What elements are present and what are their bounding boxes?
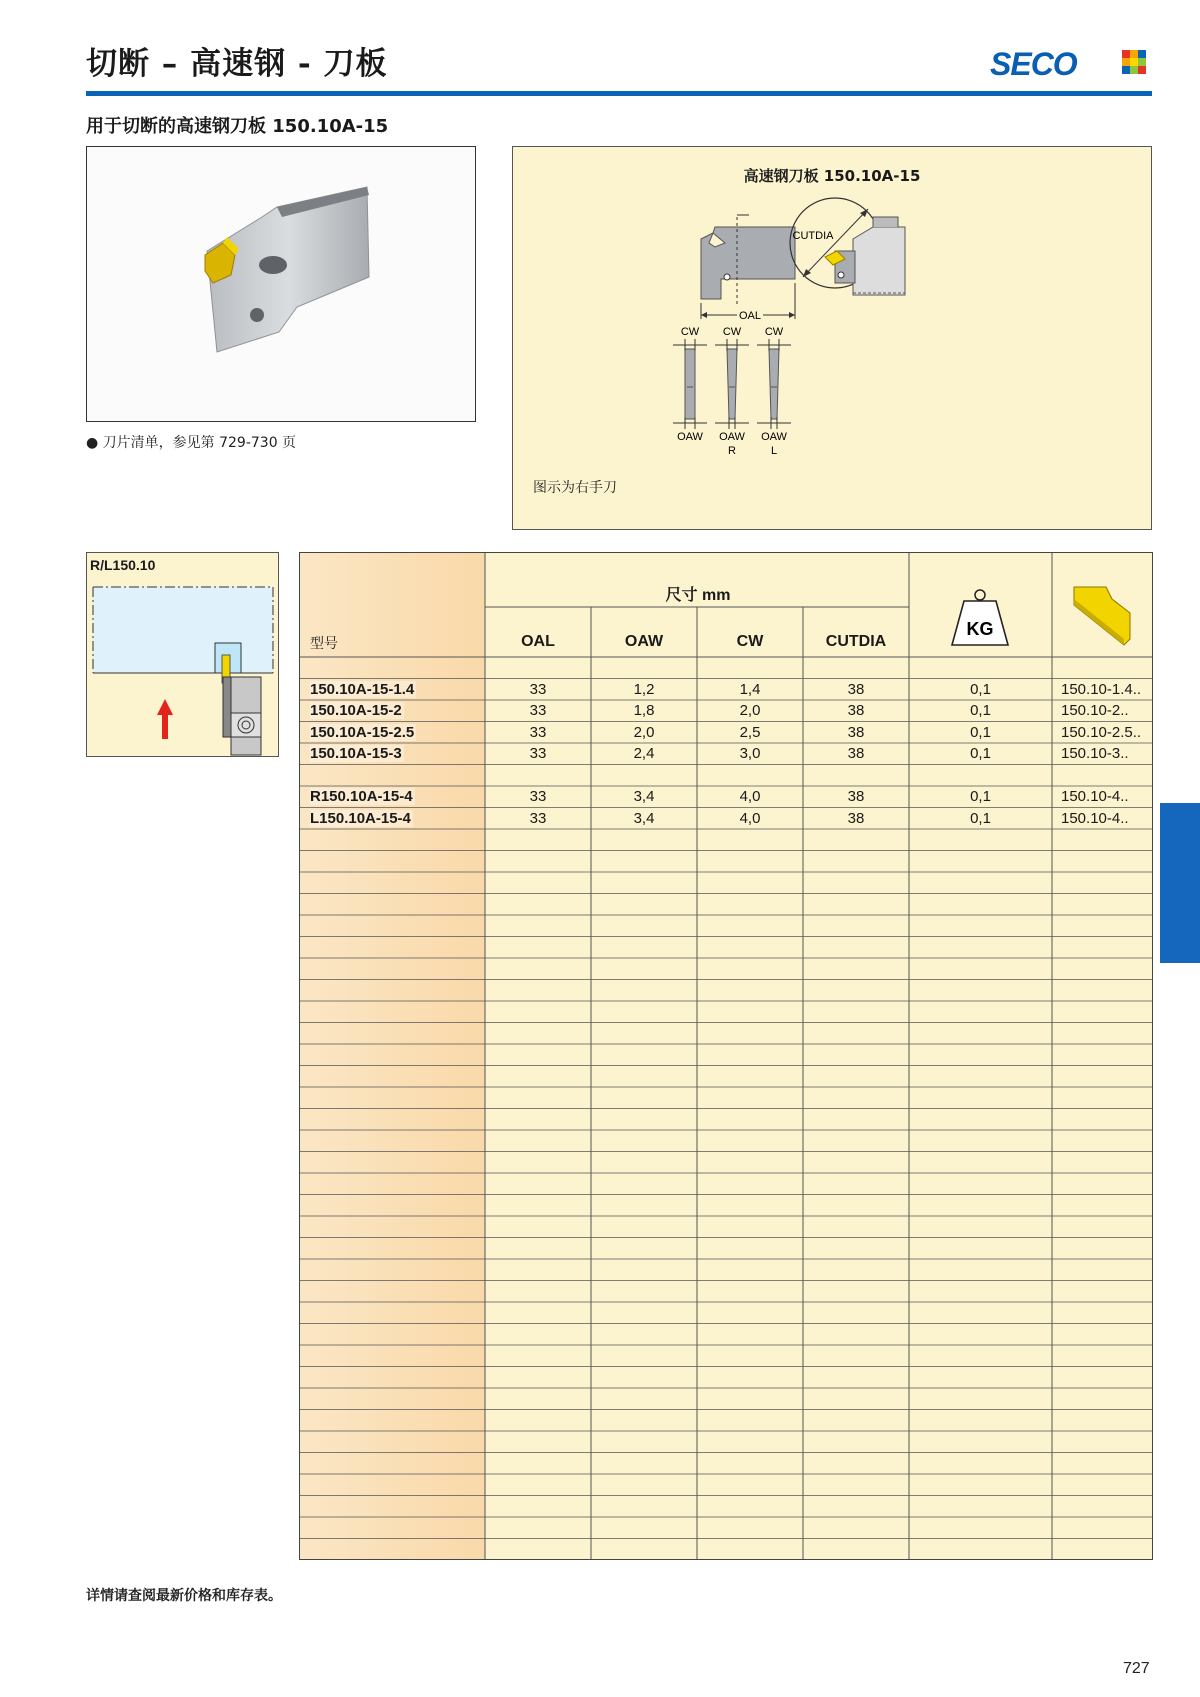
model-cell: R150.10A-15-4 <box>310 788 413 805</box>
cw-column-header: CW <box>736 633 764 650</box>
cw-label-2: CW <box>722 326 742 338</box>
insert-cell: 150.10-4.. <box>1061 788 1129 805</box>
oal-cell: 33 <box>529 680 547 698</box>
product-table <box>299 552 1153 1560</box>
oal-cell: 33 <box>529 809 547 827</box>
section-views <box>673 326 791 457</box>
oaw-cell: 1,2 <box>633 680 655 698</box>
cw-cell: 4,0 <box>739 788 761 805</box>
weight-cell: 0,1 <box>970 788 991 805</box>
cw-label-1: CW <box>680 326 700 338</box>
cw-cell: 1,4 <box>739 680 761 698</box>
oaw-cell: 3,4 <box>633 788 655 805</box>
page-title: 切断 – 高速钢 - 刀板 <box>86 46 388 82</box>
cutdia-column-header: CUTDIA <box>825 633 887 650</box>
header-rule <box>86 91 1152 96</box>
weight-cell: 0,1 <box>970 745 991 762</box>
footer-note: 详情请查阅最新价格和库存表。 <box>86 1588 282 1604</box>
cutdia-cell: 38 <box>847 723 865 741</box>
model-cell: 150.10A-15-3 <box>310 745 402 762</box>
insert-cell: 150.10-2.5.. <box>1061 723 1142 741</box>
oal-cell: 33 <box>529 745 547 762</box>
dimension-drawing <box>513 147 1153 531</box>
section-side-tab <box>1160 803 1200 963</box>
diagram-title: 高速钢刀板 150.10A-15 <box>743 167 921 185</box>
page-number: 727 <box>1123 1660 1150 1677</box>
insert-cell: 150.10-3.. <box>1061 745 1129 762</box>
holder-label: R/L150.10 <box>90 557 156 573</box>
model-column-header: 型号 <box>310 636 338 652</box>
product-photo <box>86 146 476 422</box>
oaw-cell: 2,4 <box>633 745 655 762</box>
oal-cell: 33 <box>529 788 547 805</box>
left-hand-label: L <box>770 445 778 457</box>
weight-cell: 0,1 <box>970 809 991 827</box>
oaw-label-3: OAW <box>761 431 787 443</box>
model-cell: 150.10A-15-1.4 <box>310 680 415 698</box>
oal-column-header: OAL <box>521 633 555 650</box>
holder-drawing <box>87 553 280 758</box>
holder-schematic <box>86 552 279 757</box>
cutdia-cell: 38 <box>847 680 865 698</box>
cw-cell: 2,5 <box>739 723 761 741</box>
right-hand-label: R <box>728 445 736 457</box>
weight-cell: 0,1 <box>970 723 991 741</box>
dimension-diagram <box>512 146 1152 530</box>
cutdia-cell: 38 <box>847 745 865 762</box>
cw-cell: 3,0 <box>739 745 761 762</box>
insert-icon <box>1068 583 1138 647</box>
logo-squares-icon <box>1122 50 1146 74</box>
oal-label: OAL <box>738 310 762 322</box>
insert-cell: 150.10-4.. <box>1061 809 1129 827</box>
oal-cell: 33 <box>529 723 547 741</box>
seco-logo: SECO <box>990 46 1077 82</box>
oaw-label-1: OAW <box>677 431 703 443</box>
dimension-group-header: 尺寸 mm <box>665 587 731 604</box>
oaw-label-2: OAW <box>719 431 745 443</box>
oal-cell: 33 <box>529 702 547 719</box>
cutdia-cell: 38 <box>847 788 865 805</box>
insert-list-note: ● 刀片清单，参见第 729-730 页 <box>86 435 297 451</box>
weight-icon-label: KG <box>966 619 994 639</box>
cutdia-label: CUTDIA <box>792 230 834 242</box>
cw-label-3: CW <box>764 326 784 338</box>
oaw-column-header: OAW <box>624 633 664 650</box>
oaw-cell: 1,8 <box>633 702 655 719</box>
oaw-cell: 3,4 <box>633 809 655 827</box>
insert-cell: 150.10-2.. <box>1061 702 1129 719</box>
insert-cell: 150.10-1.4.. <box>1061 680 1142 698</box>
weight-icon <box>940 587 1020 651</box>
model-cell: L150.10A-15-4 <box>310 809 411 827</box>
cutdia-cell: 38 <box>847 702 865 719</box>
weight-cell: 0,1 <box>970 702 991 719</box>
weight-cell: 0,1 <box>970 680 991 698</box>
cutdia-cell: 38 <box>847 809 865 827</box>
model-cell: 150.10A-15-2.5 <box>310 723 415 741</box>
subtitle: 用于切断的高速钢刀板 150.10A-15 <box>86 116 389 137</box>
blade-illustration <box>87 147 475 421</box>
diagram-caption: 图示为右手刀 <box>533 480 617 496</box>
oaw-cell: 2,0 <box>633 723 655 741</box>
cw-cell: 2,0 <box>739 702 761 719</box>
feed-direction-arrow-icon <box>157 699 173 739</box>
cw-cell: 4,0 <box>739 809 761 827</box>
model-cell: 150.10A-15-2 <box>310 702 402 719</box>
